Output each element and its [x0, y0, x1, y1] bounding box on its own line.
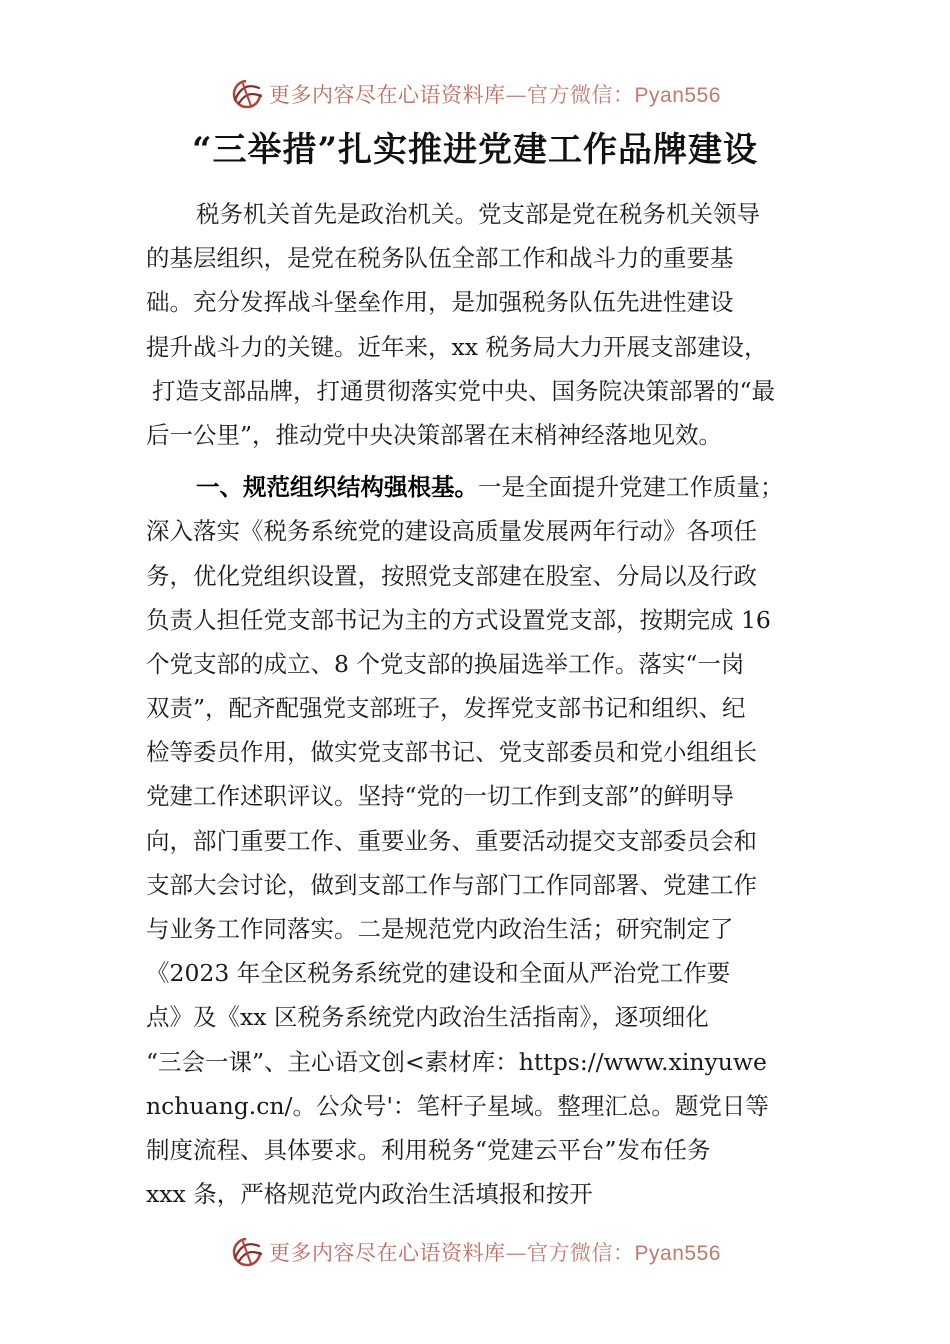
watermark-wechat-label: 官方微信：: [527, 1241, 635, 1265]
watermark-wechat-label: 官方微信：: [527, 83, 635, 107]
paragraph-line: 个党支部的成立、8 个党支部的换届选举工作。落实“一岗: [146, 649, 745, 678]
paragraph-text: 一是全面提升党建工作质量；: [478, 473, 784, 502]
paragraph-line: 支部大会讨论，做到支部工作与部门工作同部署、党建工作: [146, 870, 757, 899]
paragraph-line: 税务机关首先是政治机关。党支部是党在税务机关领导: [196, 200, 760, 228]
watermark-separator: —: [505, 83, 528, 107]
paragraph-line: 深入落实《税务系统党的建设高质量发展两年行动》各项任: [146, 517, 757, 546]
watermark-brand: 更多内容尽在心语资料库: [269, 83, 506, 107]
paragraph-line: 《2023 年全区税务系统党的建设和全面从严治党工作要: [146, 959, 731, 988]
watermark-text: [269, 79, 721, 109]
paragraph-line: 务，优化党组织设置，按照党支部建在股室、分局以及行政: [146, 561, 757, 590]
paragraph-line: 打造支部品牌，打通贯彻落实党中央、国务院决策部署的“最: [152, 376, 776, 405]
document-title: “三举措”扎实推进党建工作品牌建设: [191, 130, 759, 170]
watermark-wechat-id: Pyan556: [634, 84, 721, 107]
paragraph-line: 双责”，配齐配强党支部班子，发挥党支部书记和组织、纪: [146, 694, 746, 723]
paragraph-line: 点》及《xx 区税务系统党内政治生活指南》，逐项细化: [146, 1003, 709, 1032]
paragraph-line: 党建工作述职评议。坚持“党的一切工作到支部”的鲜明导: [146, 782, 735, 811]
paragraph-line: 检等委员作用，做实党支部书记、党支部委员和党小组组长: [146, 738, 757, 767]
watermark-brand: 更多内容尽在心语资料库: [269, 1241, 506, 1265]
signature-logo-icon: [229, 76, 265, 112]
paragraph-line: 与业务工作同落实。二是规范党内政治生活；研究制定了: [146, 915, 734, 943]
paragraph-line: 础。充分发挥战斗堡垒作用，是加强税务队伍先进性建设: [146, 288, 734, 317]
section-heading-line: [146, 465, 814, 509]
paragraph-line: 后一公里”，推动党中央决策部署在末梢神经落地见效。: [146, 420, 723, 449]
header-watermark-banner: [0, 74, 950, 114]
watermark-wechat-id: Pyan556: [634, 1242, 721, 1265]
paragraph-line: 的基层组织，是党在税务队伍全部工作和战斗力的重要基: [146, 244, 734, 273]
paragraph-line: 提升战斗力的关键。近年来，xx 税务局大力开展支部建设，: [146, 332, 768, 361]
paragraph-line: xxx 条，严格规范党内政治生活填报和按开: [146, 1180, 593, 1209]
document-body: [146, 192, 814, 1216]
paragraph-line: “三会一课”、主心语文创<素材库：https://www.xinyuwe: [146, 1047, 767, 1076]
paragraph-line: 向，部门重要工作、重要业务、重要活动提交支部委员会和: [146, 826, 757, 855]
paragraph-line: 制度流程、具体要求。利用税务“党建云平台”发布任务: [146, 1135, 711, 1164]
signature-logo-icon: [229, 1234, 265, 1270]
watermark-separator: —: [505, 1241, 528, 1265]
footer-watermark-banner: [0, 1232, 950, 1272]
section-heading: 一、规范组织结构强根基。: [196, 473, 478, 502]
paragraph-line: nchuang.cn/。公众号'：笔杆子星域。整理汇总。题党日等: [146, 1091, 769, 1120]
paragraph-line: 负责人担任党支部书记为主的方式设置党支部，按期完成 16: [146, 605, 771, 634]
watermark-text: [269, 1237, 721, 1267]
